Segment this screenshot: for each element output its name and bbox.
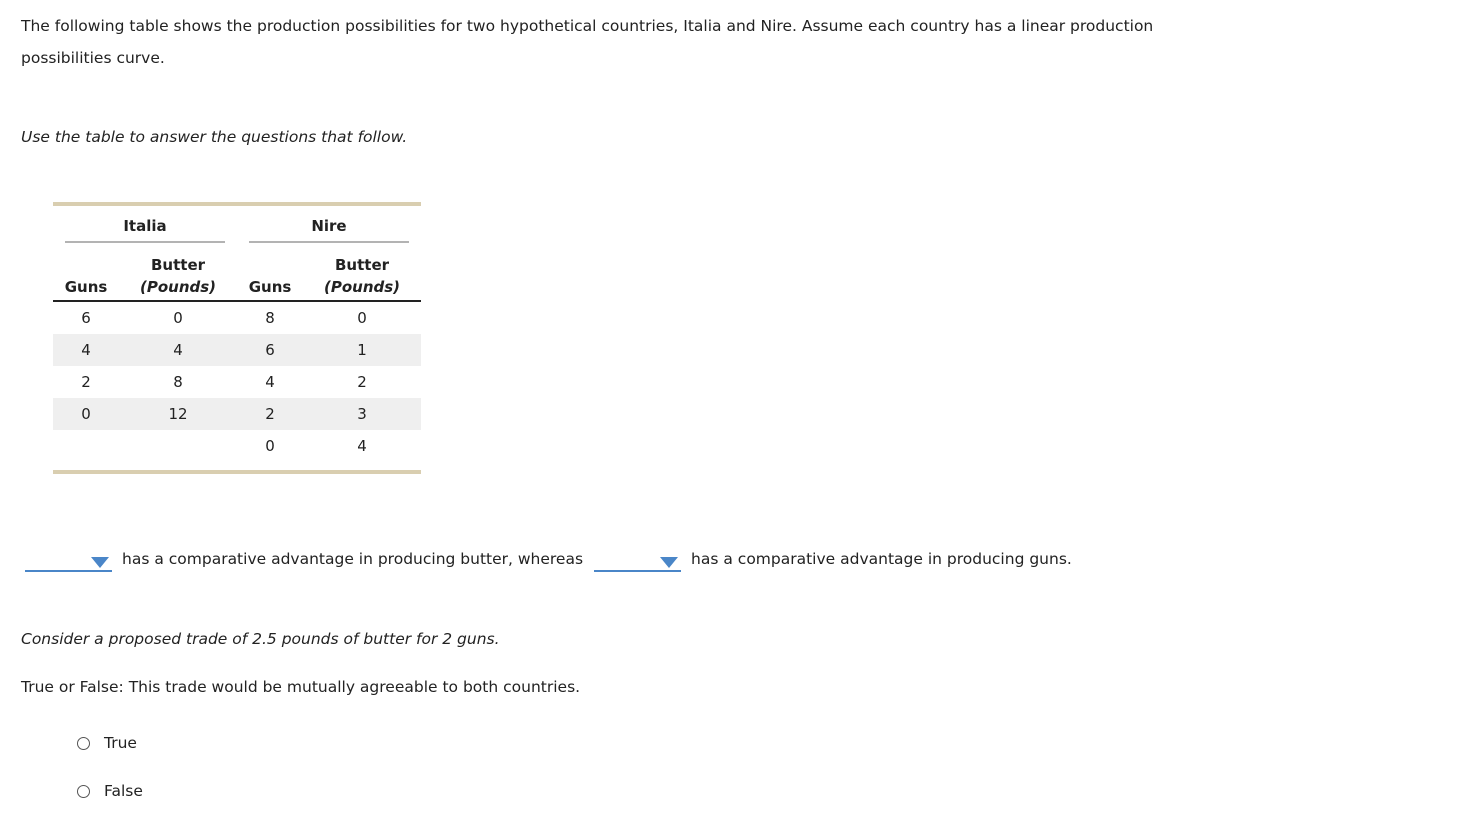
table-row bbox=[53, 366, 421, 398]
italia-butter-cell: 0 bbox=[173, 309, 183, 327]
italia-guns-cell: 4 bbox=[53, 334, 119, 366]
italia-butter-cell: 8 bbox=[173, 373, 183, 391]
question-text-end: has a comparative advantage in producing guns. bbox=[691, 550, 1072, 568]
nire-guns-cell: 8 bbox=[265, 309, 275, 327]
nire-guns-header: Guns bbox=[237, 274, 303, 301]
trade-proposal-text: Consider a proposed trade of 2.5 pounds of butter for 2 guns. bbox=[21, 630, 500, 648]
nire-butter-cell: 1 bbox=[303, 334, 421, 366]
production-possibilities-table bbox=[53, 202, 421, 474]
italia-guns-cell: 6 bbox=[81, 309, 91, 327]
italia-butter-cell: 12 bbox=[119, 398, 237, 430]
italia-butter-unit: (Pounds) bbox=[119, 274, 237, 301]
nire-guns-cell: 2 bbox=[237, 398, 303, 430]
italia-butter-cell bbox=[119, 430, 237, 472]
butter-country-dropdown[interactable] bbox=[25, 548, 112, 572]
nire-guns-cell: 4 bbox=[265, 373, 275, 391]
table-row bbox=[53, 430, 421, 472]
nire-guns-cell: 0 bbox=[237, 430, 303, 472]
instruction-text: Use the table to answer the questions that follow. bbox=[21, 128, 408, 146]
italia-guns-spacer bbox=[53, 248, 119, 274]
nire-header: Nire bbox=[237, 204, 421, 248]
nire-guns-cell: 6 bbox=[237, 334, 303, 366]
nire-butter-cell: 3 bbox=[303, 398, 421, 430]
nire-butter-cell: 4 bbox=[303, 430, 421, 472]
radio-false[interactable] bbox=[77, 785, 90, 798]
italia-header: Italia bbox=[53, 204, 237, 248]
italia-guns-header: Guns bbox=[53, 274, 119, 301]
option-true-label: True bbox=[104, 734, 137, 752]
nire-butter-cell: 2 bbox=[357, 373, 367, 391]
italia-butter-header: Butter bbox=[151, 256, 206, 274]
question-text-middle: has a comparative advantage in producing butter, whereas bbox=[122, 550, 584, 568]
table-row bbox=[53, 398, 421, 430]
guns-country-dropdown[interactable] bbox=[594, 548, 681, 572]
italia-guns-cell: 2 bbox=[81, 373, 91, 391]
option-false[interactable] bbox=[77, 782, 143, 800]
nire-butter-cell: 0 bbox=[357, 309, 367, 327]
nire-guns-spacer bbox=[237, 248, 303, 274]
table-row bbox=[53, 301, 421, 334]
option-false-label: False bbox=[104, 782, 143, 800]
table-row bbox=[53, 334, 421, 366]
nire-butter-header: Butter bbox=[335, 256, 390, 274]
italia-guns-cell bbox=[53, 430, 119, 472]
caret-down-icon[interactable] bbox=[91, 557, 109, 568]
intro-text: The following table shows the production possibilities for two hypothetical countries, Italia and Nire. Assume each country has a linear production possibilities curve. bbox=[21, 17, 1154, 67]
nire-butter-unit: (Pounds) bbox=[303, 274, 421, 301]
true-false-question: True or False: This trade would be mutually agreeable to both countries. bbox=[21, 678, 581, 696]
caret-down-icon[interactable] bbox=[660, 557, 678, 568]
radio-true[interactable] bbox=[77, 737, 90, 750]
italia-guns-cell: 0 bbox=[53, 398, 119, 430]
comparative-advantage-question bbox=[25, 546, 1082, 574]
option-true[interactable] bbox=[77, 734, 137, 752]
italia-butter-cell: 4 bbox=[119, 334, 237, 366]
